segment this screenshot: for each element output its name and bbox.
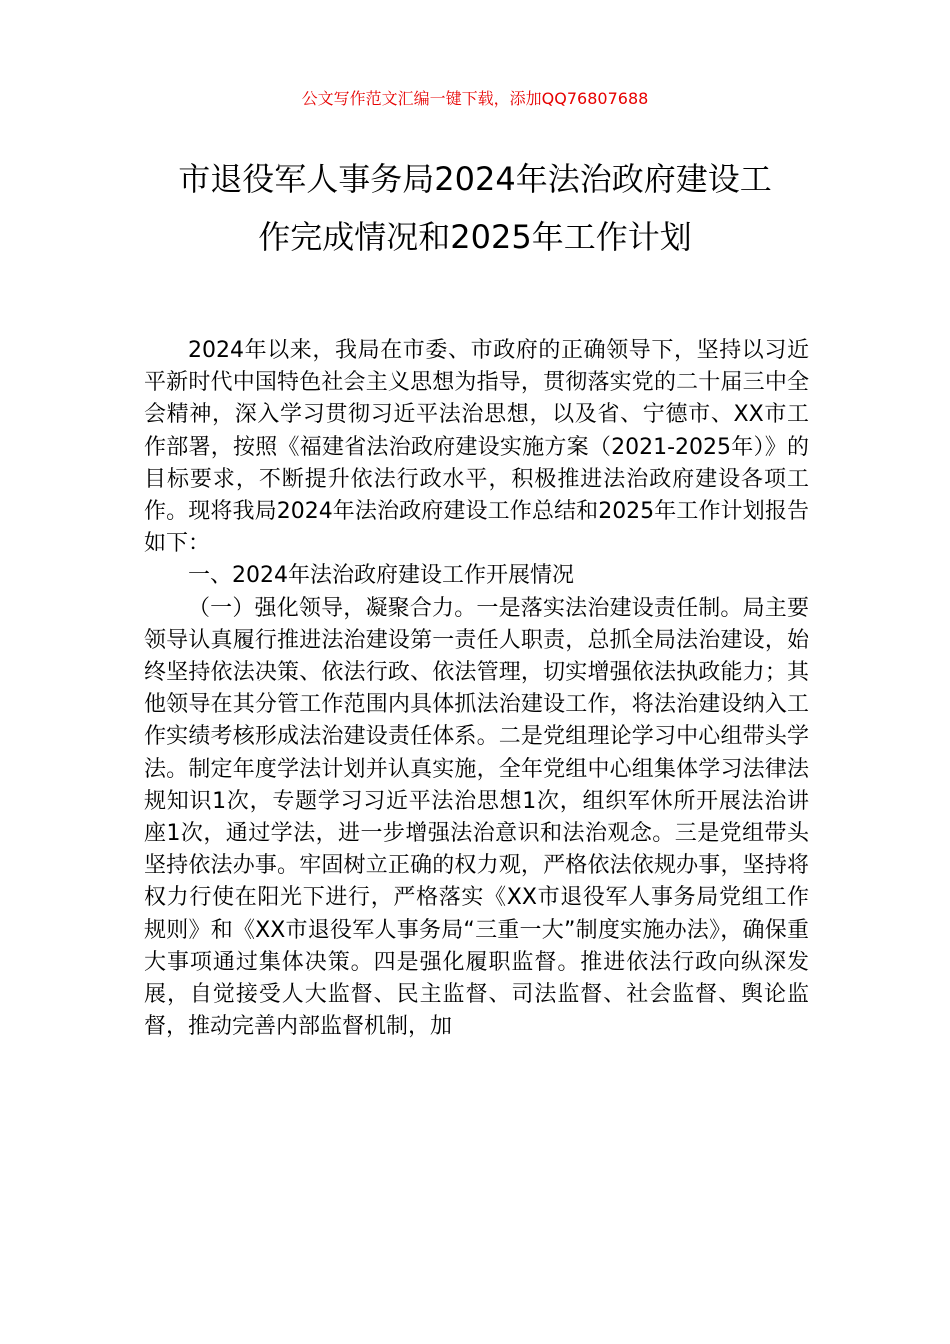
title-line-1: 市退役军人事务局2024年法治政府建设工 [178,160,772,198]
intro-paragraph: 2024年以来，我局在市委、市政府的正确领导下，坚持以习近平新时代中国特色社会主义思想为指导，贯彻落实党的二十届三中全会精神，深入学习贯彻习近平法治思想，以及省、宁德市、XX市工作部署，按照《福建省法治政府建设实施方案（2021-2025年）》的目标要求，不断提升依法行政水平，积极推进法治政府建设各项工作。现将我局2024年法治政府建设工作总结和2025年工作计划报告如下： [144,338,809,557]
document-title [100,150,850,266]
download-banner: 公文写作范文汇编一键下载，添加QQ76807688 [301,89,649,108]
subsection-paragraph: （一）强化领导，凝聚合力。一是落实法治建设责任制。局主要领导认真履行推进法治建设第一责任人职责，总抓全局法治建设，始终坚持依法决策、依法行政、依法管理，切实增强依法执政能力；其他领导在其分管工作范围内具体抓法治建设工作，将法治建设纳入工作实绩考核形成法治建设责任体系。二是党组理论学习中心组带头学法。制定年度学法计划并认真实施，全年党组中心组集体学习法律法规知识1次，专题学习习近平法治思想1次，组织军休所开展法治讲座1次，通过学法，进一步增强法治意识和法治观念。三是党组带头坚持依法办事。牢固树立正确的权力观，严格依法依规办事，坚持将权力行使在阳光下进行，严格落实《XX市退役军人事务局党组工作规则》和《XX市退役军人事务局“三重一大”制度实施办法》，确保重大事项通过集体决策。四是强化履职监督。推进依法行政向纵深发展，自觉接受人大监督、民主监督、司法监督、社会监督、舆论监督，推动完善内部监督机制，加 [144,595,809,1040]
document-body [144,335,809,1043]
title-line-2: 作完成情况和2025年工作计划 [258,218,692,256]
section-heading: 一、2024年法治政府建设工作开展情况 [188,563,574,589]
